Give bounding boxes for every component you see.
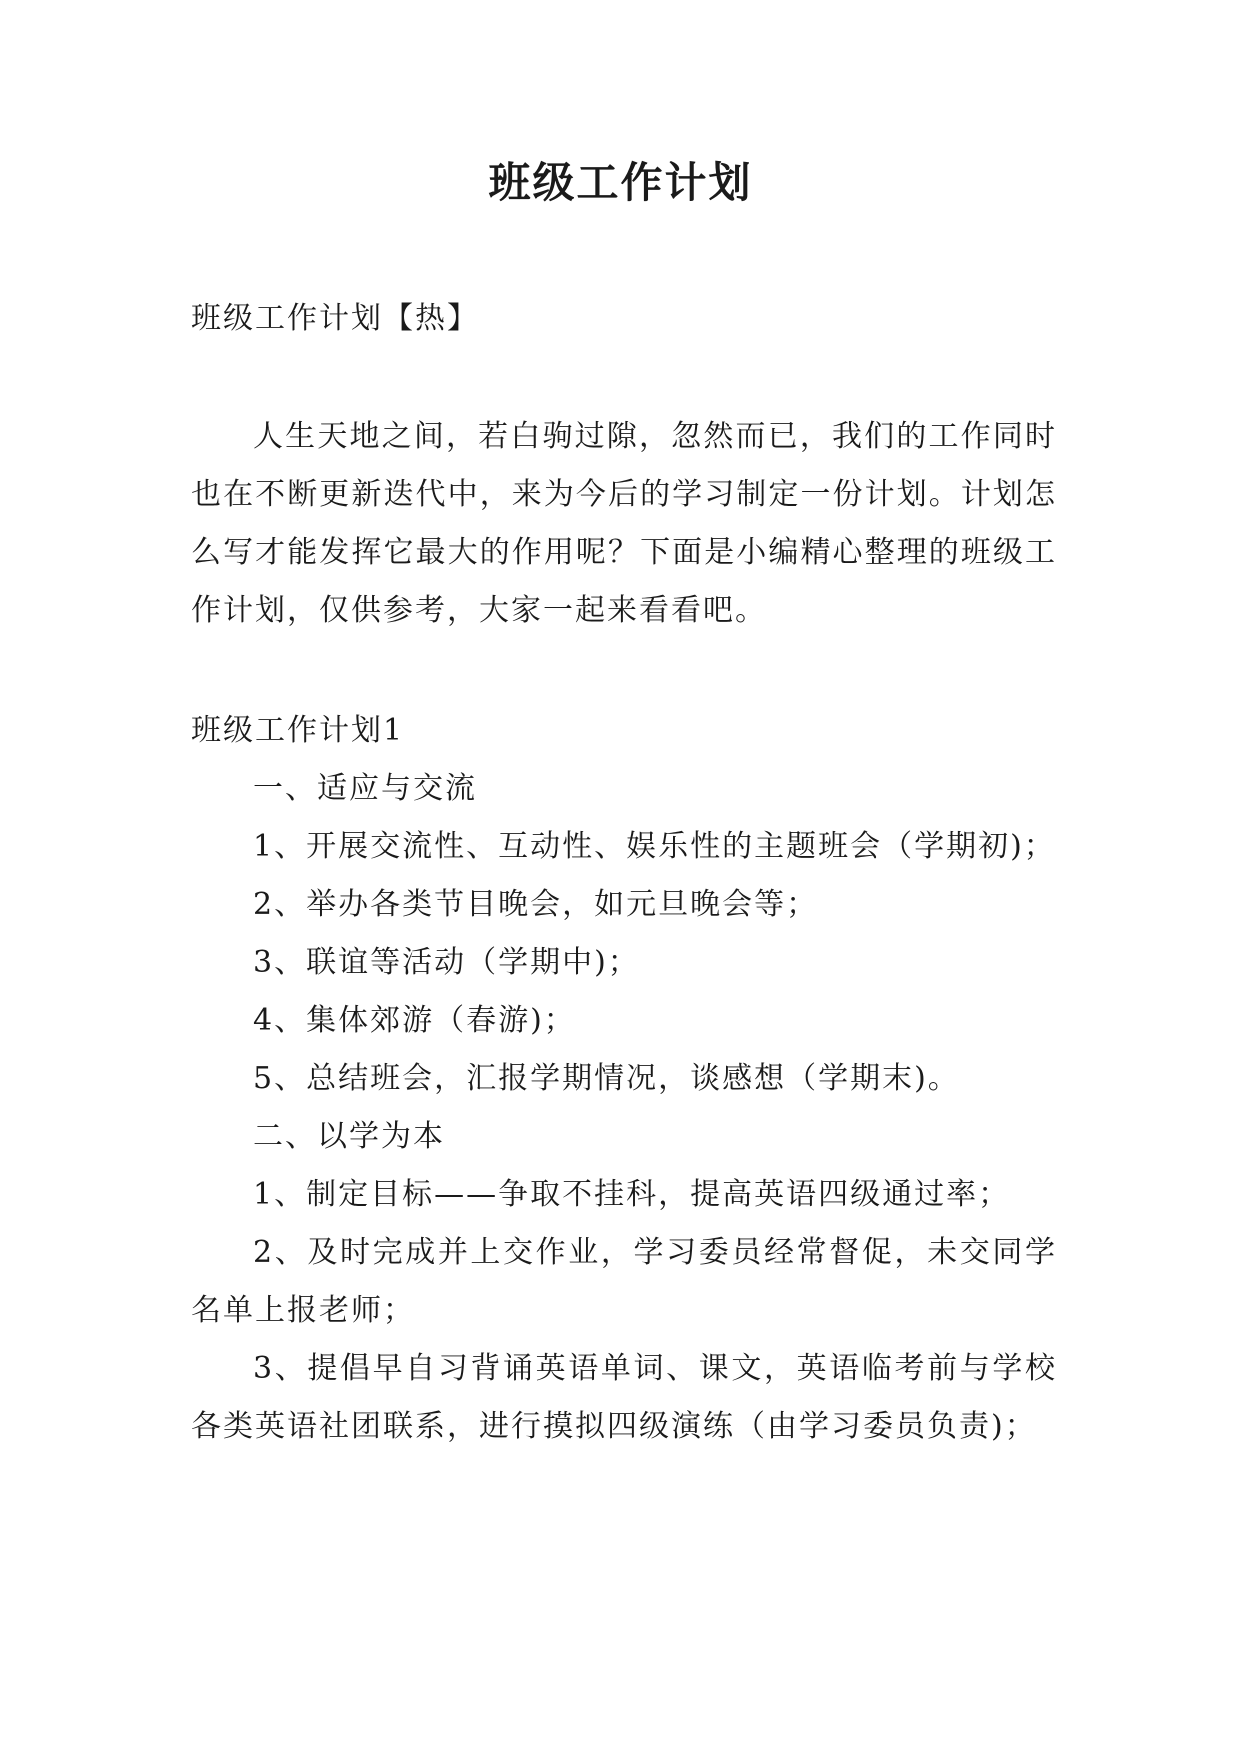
list-item: 2、举办各类节目晚会，如元旦晚会等；: [253, 887, 819, 922]
intro-paragraph: 人生天地之间，若白驹过隙，忽然而已，我们的工作同时也在不断更新迭代中，来为今后的学习制定一份计划。计划怎么写才能发挥它最大的作用呢？下面是小编精心整理的班级工作计划，仅供参考，大家一起来看看吧。: [191, 419, 1057, 628]
document-body: [191, 290, 1057, 1456]
document-title: 班级工作计划: [488, 158, 753, 207]
heading-adaptation: 一、适应与交流: [253, 771, 477, 806]
list-item: 1、开展交流性、互动性、娱乐性的主题班会（学期初)；: [253, 829, 1056, 864]
list-item: 2、及时完成并上交作业，学习委员经常督促，未交同学名单上报老师；: [191, 1235, 1057, 1328]
list-item: 5、总结班会，汇报学期情况，谈感想（学期末)。: [253, 1061, 960, 1096]
section-heading: 班级工作计划1: [191, 713, 405, 748]
list-item: 3、提倡早自习背诵英语单词、课文，英语临考前与学校各类英语社团联系，进行摸拟四级演练（由学习委员负责)；: [191, 1351, 1057, 1444]
heading-study: 二、以学为本: [253, 1119, 445, 1154]
document-subtitle: 班级工作计划【热】: [191, 301, 479, 336]
list-item: 3、联谊等活动（学期中)；: [253, 945, 640, 980]
list-item: 1、制定目标——争取不挂科，提高英语四级通过率；: [253, 1177, 1011, 1212]
list-item: 4、集体郊游（春游)；: [253, 1003, 576, 1038]
